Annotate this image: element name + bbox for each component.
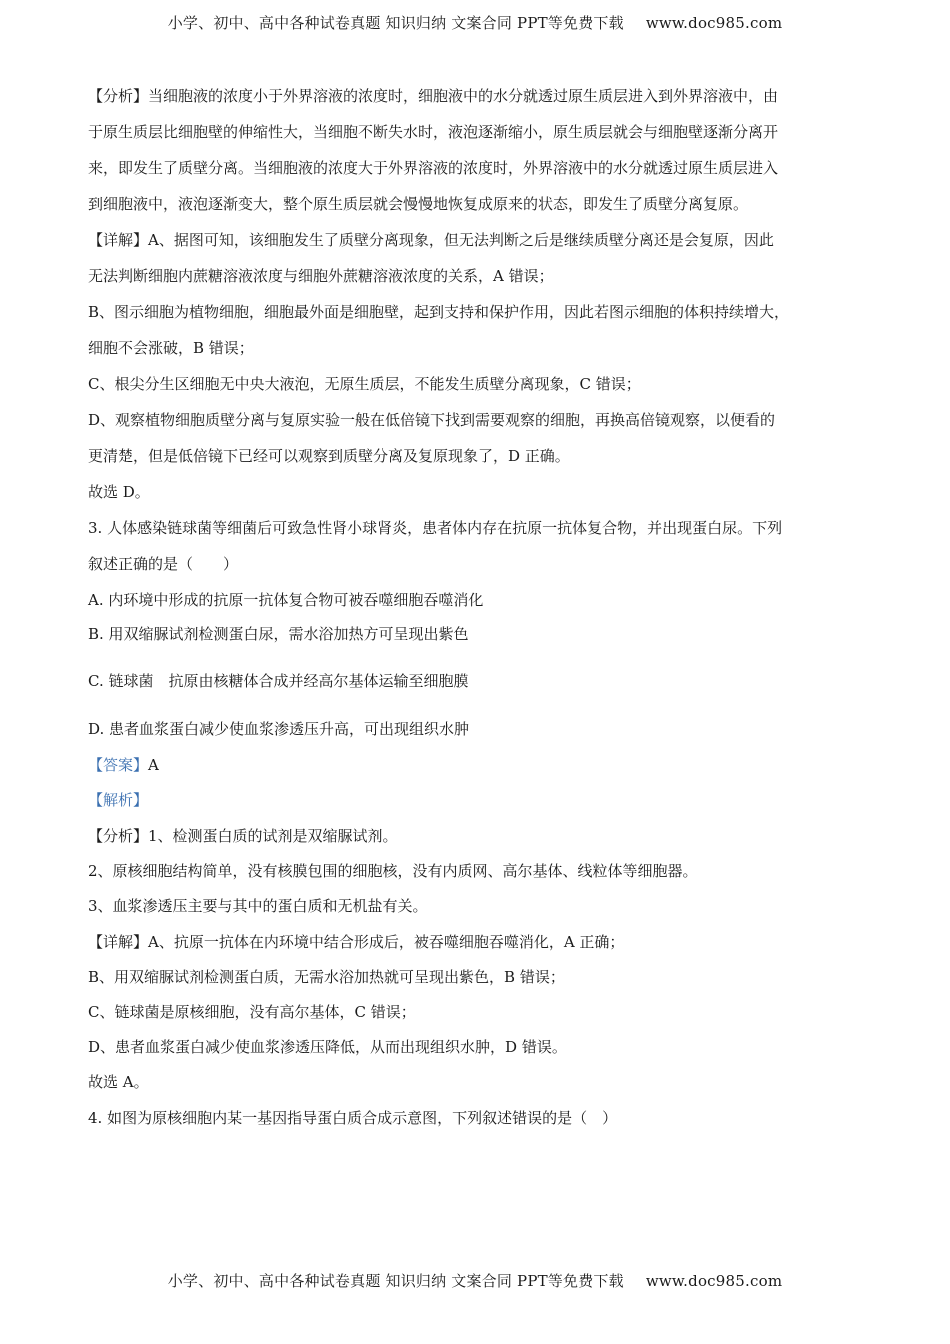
answer-label: 【答案】 — [88, 756, 149, 774]
footer-text: 小学、初中、高中各种试卷真题 知识归纳 文案合同 PPT等免费下载 — [167, 1272, 624, 1290]
option-c: C. 链球菌 抗原由核糖体合成并经高尔基体运输至细胞膜 — [88, 672, 469, 690]
answer-value: A — [148, 756, 159, 774]
detail-line-d2: 更清楚，但是低倍镜下已经可以观察到质壁分离及复原现象了，D 正确。 — [88, 447, 570, 465]
option-a: A. 内环境中形成的抗原一抗体复合物可被吞噬细胞吞噬消化 — [88, 591, 484, 609]
analysis-line-3: 来，即发生了质壁分离。当细胞液的浓度大于外界溶液的浓度时，外界溶液中的水分就透过原生质层进入 — [88, 159, 779, 177]
header-url[interactable]: www.doc985.com — [645, 14, 783, 32]
detail-line-a1: 【详解】A、据图可知，该细胞发生了质壁分离现象，但无法判断之后是继续质壁分离还是会复原，因此 — [88, 231, 774, 249]
detail-line-a2: 无法判断细胞内蔗糖溶液浓度与细胞外蔗糖溶液浓度的关系，A 错误； — [88, 267, 554, 285]
question-3-line-2: 叙述正确的是（ ） — [88, 555, 239, 573]
detail-2-line-a: 【详解】A、抗原一抗体在内环境中结合形成后，被吞噬细胞吞噬消化，A 正确； — [88, 933, 625, 951]
detail-2-line-b: B、用双缩脲试剂检测蛋白质，无需水浴加热就可呈现出紫色，B 错误； — [88, 968, 565, 986]
option-b: B. 用双缩脲试剂检测蛋白尿，需水浴加热方可呈现出紫色 — [88, 625, 469, 643]
question-4-line: 4. 如图为原核细胞内某一基因指导蛋白质合成示意图，下列叙述错误的是（ ） — [88, 1109, 618, 1127]
header-text: 小学、初中、高中各种试卷真题 知识归纳 文案合同 PPT等免费下载 — [167, 14, 624, 32]
analysis-line-2: 于原生质层比细胞壁的伸缩性大，当细胞不断失水时，液泡逐渐缩小，原生质层就会与细胞壁逐渐分离开 — [88, 123, 779, 141]
analysis-line-1: 【分析】当细胞液的浓度小于外界溶液的浓度时，细胞液中的水分就透过原生质层进入到外界溶液中，由 — [88, 87, 779, 105]
detail-line-b2: 细胞不会涨破，B 错误； — [88, 339, 254, 357]
detail-line-d1: D、观察植物细胞质壁分离与复原实验一般在低倍镜下找到需要观察的细胞，再换高倍镜观察，以便看的 — [88, 411, 776, 429]
analysis-2-line-1: 【分析】1、检测蛋白质的试剂是双缩脲试剂。 — [88, 827, 398, 845]
choice-d-conclusion: 故选 D。 — [88, 483, 150, 501]
detail-2-line-d: D、患者血浆蛋白减少使血浆渗透压降低，从而出现组织水肿，D 错误。 — [88, 1038, 567, 1056]
analysis-line-4: 到细胞液中，液泡逐渐变大，整个原生质层就会慢慢地恢复成原来的状态，即发生了质壁分离复原。 — [88, 195, 749, 213]
analysis-2-line-2: 2、原核细胞结构简单，没有核膜包围的细胞核，没有内质网、高尔基体、线粒体等细胞器。 — [88, 862, 698, 880]
option-d: D. 患者血浆蛋白减少使血浆渗透压升高，可出现组织水肿 — [88, 720, 470, 738]
detail-2-line-c: C、链球菌是原核细胞，没有高尔基体，C 错误； — [88, 1003, 416, 1021]
explanation-label: 【解析】 — [88, 791, 149, 809]
page-footer — [0, 1270, 950, 1291]
choice-a-conclusion: 故选 A。 — [88, 1073, 149, 1091]
answer-line — [88, 755, 159, 775]
detail-line-c: C、根尖分生区细胞无中央大液泡，无原生质层，不能发生质壁分离现象，C 错误； — [88, 375, 641, 393]
footer-url[interactable]: www.doc985.com — [645, 1272, 783, 1290]
analysis-2-line-3: 3、血浆渗透压主要与其中的蛋白质和无机盐有关。 — [88, 897, 428, 915]
question-3-line-1: 3. 人体感染链球菌等细菌后可致急性肾小球肾炎，患者体内存在抗原一抗体复合物，并出现蛋白尿。下列 — [88, 519, 783, 537]
page-header — [0, 12, 950, 33]
detail-line-b1: B、图示细胞为植物细胞，细胞最外面是细胞壁，起到支持和保护作用，因此若图示细胞的体积持续增大， — [88, 303, 790, 321]
